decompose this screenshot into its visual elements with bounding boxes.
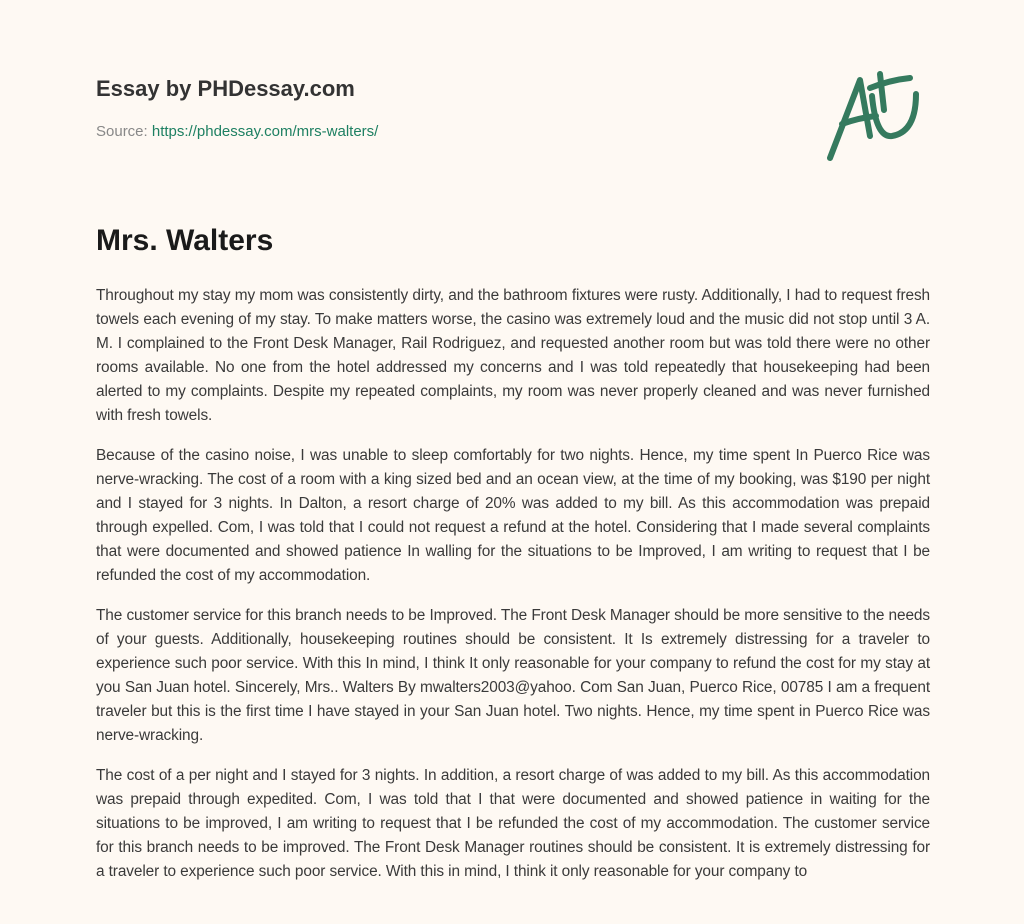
essay-title: Mrs. Walters [96,224,274,257]
a-plus-logo-icon [820,66,930,166]
essay-paragraph: The customer service for this branch needs to be Improved. The Front Desk Manager should be more sensitive to the needs of your guests. Additionally, housekeeping routines should be consistent. It Is extremely distressing for a traveler to experience such poor service. With this In mind, I think It only reasonable for your company to refund the cost for my stay at you San Juan hotel. Sincerely, Mrs.. Walters By mwalters2003@yahoo. Com San Juan, Puerco Rice, 00785 I am a frequent traveler but this is the first time I have stayed in your San Juan hotel. Two nights. Hence, my time spent in Puerco Rice was nerve-wracking. [96,607,930,744]
source-label: Source: [96,123,148,140]
source-line [96,123,378,140]
site-title: Essay by PHDessay.com [96,76,355,101]
essay-paragraph: Throughout my stay my mom was consistently dirty, and the bathroom fixtures were rusty. Additionally, I had to request fresh towels each evening of my stay. To make matters worse, the casino was extremely loud and the music did not stop until 3 A. M. I complained to the Front Desk Manager, Rail Rodriguez, and requested another room but was told there were no other rooms available. No one from the hotel addressed my concerns and I was told repeatedly that housekeeping had been alerted to my complaints. Despite my repeated complaints, my room was never properly cleaned and was never furnished with fresh towels. [96,287,930,424]
essay-body [96,284,930,900]
essay-paragraph: The cost of a per night and I stayed for 3 nights. In addition, a resort charge of was added to my bill. As this accommodation was prepaid through expedited. Com, I was told that I that were documented and showed patience in waiting for the situations to be improved, I am writing to request that I be refunded the cost of my accommodation. The customer service for this branch needs to be improved. The Front Desk Manager routines should be consistent. It is extremely distressing for a traveler to experience such poor service. With this in mind, I think it only reasonable for your company to [96,767,930,880]
source-link[interactable]: https://phdessay.com/mrs-walters/ [151,123,379,140]
essay-paragraph: Because of the casino noise, I was unable to sleep comfortably for two nights. Hence, my time spent In Puerco Rice was nerve-wracking. The cost of a room with a king sized bed and an ocean view, at the time of my booking, was $190 per night and I stayed for 3 nights. In Dalton, a resort charge of 20% was added to my bill. As this accommodation was prepaid through expelled. Com, I was told that I could not request a refund at the hotel. Considering that I made several complaints that were documented and showed patience In walling for the situations to be Improved, I am writing to request that I be refunded the cost of my accommodation. [96,447,930,584]
